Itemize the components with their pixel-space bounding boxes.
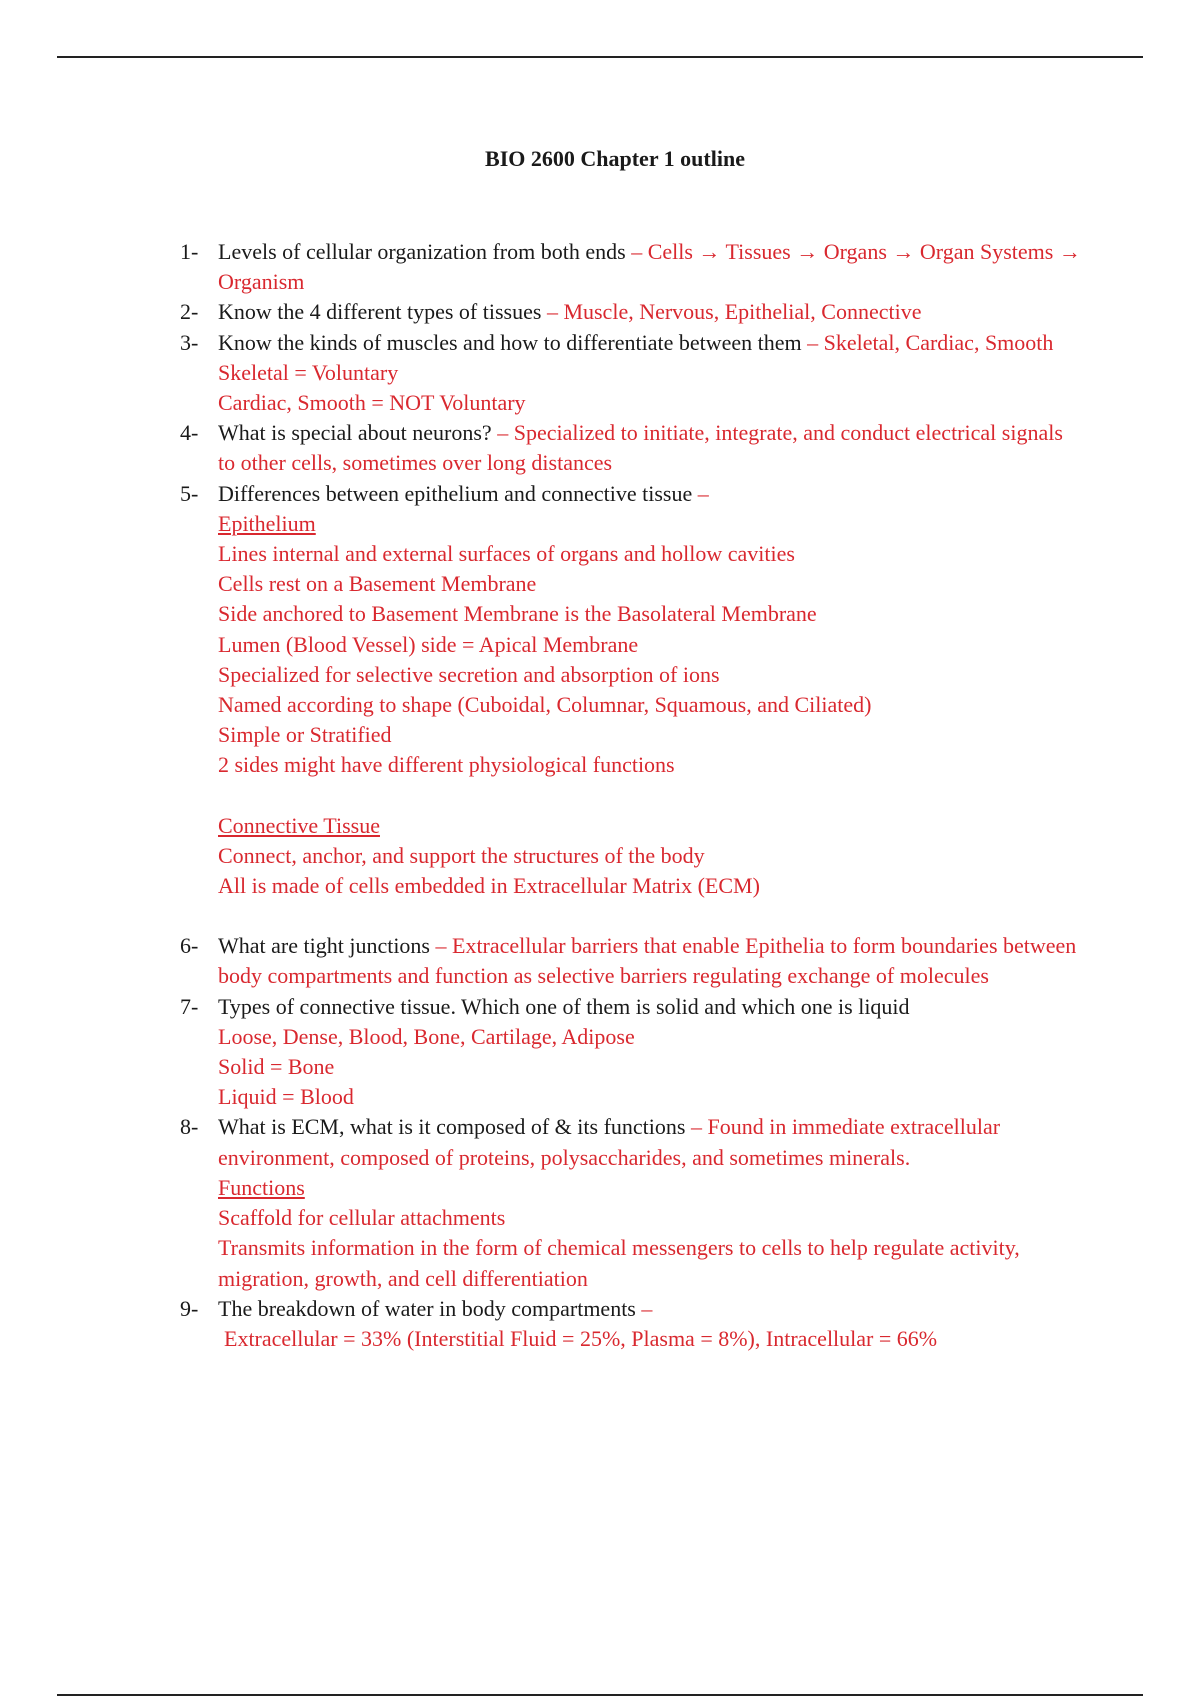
answer: – Muscle, Nervous, Epithelial, Connective (541, 299, 922, 325)
question: The breakdown of water in body compartments (218, 1295, 636, 1321)
list-item-7 (180, 992, 1085, 1113)
page-title: BIO 2600 Chapter 1 outline (485, 146, 745, 171)
item-number: 5- (180, 480, 199, 506)
answer-line: Cells rest on a Basement Membrane (218, 571, 537, 597)
item-number: 7- (180, 993, 199, 1019)
item-number: 2- (180, 299, 199, 325)
item-number: 1- (180, 239, 199, 264)
answer: – (635, 1295, 653, 1321)
list-item-8 (180, 1112, 1085, 1293)
answer-line: All is made of cells embedded in Extracellular Matrix (ECM) (218, 873, 760, 899)
answer-line: 2 sides might have different physiological functions (218, 752, 675, 778)
answer-line: Simple or Stratified (218, 722, 392, 748)
spacer (218, 901, 1085, 931)
list-item-5 (180, 479, 1085, 932)
subheading-functions: Functions (218, 1174, 305, 1200)
answer: – Skeletal, Cardiac, Smooth (801, 329, 1054, 355)
answer-line: Skeletal = Voluntary (218, 359, 399, 385)
question: Know the 4 different types of tissues (218, 299, 542, 325)
answer-line: Lines internal and external surfaces of organs and hollow cavities (218, 541, 795, 567)
footer-rule (57, 1694, 1143, 1696)
question: Types of connective tissue. Which one of them is solid and which one is liquid (218, 993, 910, 1019)
answer: – Extracellular barriers that enable Epithelia to form boundaries between body compartments and function as selective barriers regulating exchange of molecules (218, 933, 1077, 989)
list-item-6 (180, 931, 1085, 991)
answer-line: Connect, anchor, and support the structures of the body (218, 842, 705, 868)
answer-line: Loose, Dense, Blood, Bone, Cartilage, Adipose (218, 1023, 635, 1049)
answer-line: Named according to shape (Cuboidal, Columnar, Squamous, and Ciliated) (218, 692, 872, 718)
answer-line: Extracellular = 33% (Interstitial Fluid = 25%, Plasma = 8%), Intracellular = 66% (224, 1325, 938, 1351)
list-item-4 (180, 418, 1085, 478)
answer-line: Cardiac, Smooth = NOT Voluntary (218, 390, 526, 416)
list-item-3 (180, 328, 1085, 419)
subheading-epithelium: Epithelium (218, 510, 316, 536)
list-item-9 (180, 1294, 1085, 1354)
answer: – Specialized to initiate, integrate, and conduct electrical signals to other cells, sometimes over long distances (218, 420, 1063, 476)
header-rule (57, 56, 1143, 58)
list-item-2 (180, 297, 1085, 327)
answer-line: Lumen (Blood Vessel) side = Apical Membrane (218, 631, 639, 657)
outline-list (180, 237, 1085, 1354)
item-number: 3- (180, 329, 199, 355)
answer-line: Specialized for selective secretion and absorption of ions (218, 661, 720, 687)
answer-line: Scaffold for cellular attachments (218, 1205, 506, 1231)
question: What is special about neurons? (218, 420, 492, 446)
answer-line: Liquid = Blood (218, 1084, 354, 1110)
question: What are tight junctions (218, 933, 430, 959)
question: Know the kinds of muscles and how to differentiate between them (218, 329, 802, 355)
subheading-connective-tissue: Connective Tissue (218, 812, 380, 838)
answer-line: Side anchored to Basement Membrane is the Basolateral Membrane (218, 601, 817, 627)
item-number: 6- (180, 933, 199, 959)
question: What is ECM, what is it composed of & its functions (218, 1114, 686, 1140)
answer: – Found in immediate extracellular environment, composed of proteins, polysaccharides, and sometimes minerals. (218, 1114, 1001, 1170)
list-item-1 (180, 237, 1085, 297)
item-number: 9- (180, 1295, 199, 1321)
question: Levels of cellular organization from both ends (218, 239, 626, 264)
answer: – (692, 480, 709, 506)
answer-line: Solid = Bone (218, 1054, 335, 1080)
spacer (218, 781, 1085, 811)
answer: – Cells → Tissues → Organs → Organ Systems → Organism (218, 239, 1081, 295)
item-number: 8- (180, 1114, 199, 1140)
question: Differences between epithelium and connective tissue (218, 480, 693, 506)
item-number: 4- (180, 420, 199, 446)
answer-line: Transmits information in the form of chemical messengers to cells to help regulate activity, migration, growth, and cell differentiation (218, 1235, 1020, 1291)
